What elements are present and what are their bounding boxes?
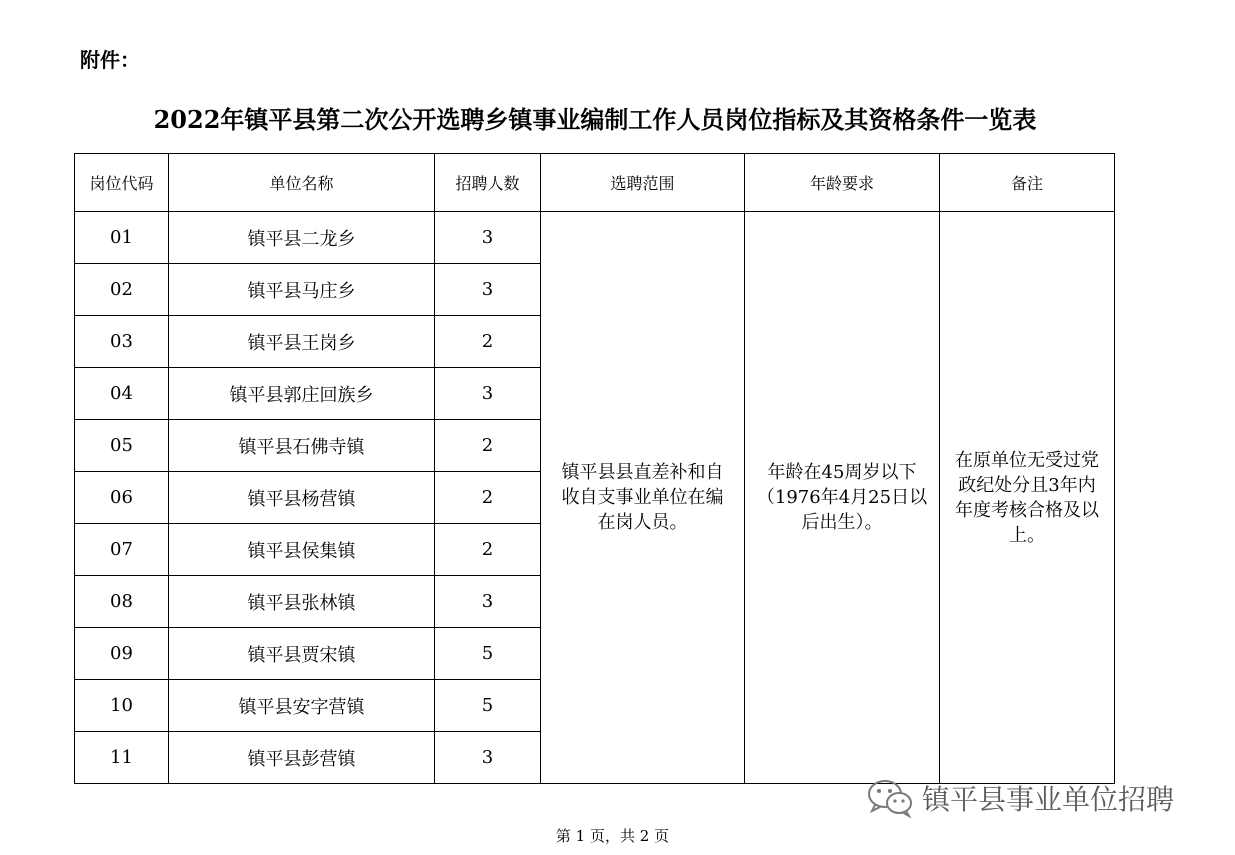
header-scope: 选聘范围 [541, 154, 745, 212]
document-title: 2022年镇平县第二次公开选聘乡镇事业编制工作人员岗位指标及其资格条件一览表 [153, 105, 1037, 134]
cell-count: 3 [435, 732, 541, 784]
cell-code: 06 [75, 472, 169, 524]
cell-count: 5 [435, 680, 541, 732]
cell-code: 11 [75, 732, 169, 784]
cell-unit: 镇平县马庄乡 [169, 264, 435, 316]
cell-count: 3 [435, 368, 541, 420]
cell-code: 10 [75, 680, 169, 732]
remark-line: 政纪处分且3年内 [958, 474, 1096, 496]
page-number: 第 1 页，共 2 页 [555, 827, 670, 845]
cell-count: 3 [435, 264, 541, 316]
remark-line: 年度考核合格及以 [955, 499, 1099, 521]
cell-code: 08 [75, 576, 169, 628]
remark-line: 在原单位无受过党 [955, 449, 1099, 471]
attachment-label: 附件： [80, 48, 140, 72]
scope-line: 收自支事业单位在编 [561, 487, 724, 508]
scope-line: 镇平县县直差补和自 [561, 462, 724, 483]
scope-line: 在岗人员。 [597, 512, 688, 533]
cell-count: 3 [435, 212, 541, 264]
cell-unit: 镇平县杨营镇 [169, 472, 435, 524]
cell-count: 2 [435, 316, 541, 368]
cell-unit: 镇平县侯集镇 [169, 524, 435, 576]
cell-unit: 镇平县贾宋镇 [169, 628, 435, 680]
wechat-icon [866, 778, 914, 818]
age-line: 后出生）。 [801, 512, 883, 533]
table-header-row [75, 154, 1115, 212]
cell-code: 04 [75, 368, 169, 420]
watermark [866, 778, 1174, 818]
age-line: （1976年4月25日以 [756, 487, 928, 508]
header-unit: 单位名称 [169, 154, 435, 212]
cell-code: 01 [75, 212, 169, 264]
cell-unit: 镇平县安字营镇 [169, 680, 435, 732]
cell-unit: 镇平县石佛寺镇 [169, 420, 435, 472]
cell-code: 05 [75, 420, 169, 472]
cell-count: 2 [435, 420, 541, 472]
watermark-text: 镇平县事业单位招聘 [922, 783, 1175, 816]
header-remark: 备注 [940, 154, 1115, 212]
cell-scope [541, 212, 745, 784]
header-code: 岗位代码 [75, 154, 169, 212]
cell-unit: 镇平县张林镇 [169, 576, 435, 628]
header-age: 年龄要求 [745, 154, 940, 212]
page-footer [0, 825, 1235, 846]
cell-unit: 镇平县郭庄回族乡 [169, 368, 435, 420]
age-line: 年龄在45周岁以下 [767, 462, 917, 483]
positions-table [74, 153, 1115, 784]
table-row [75, 212, 1115, 264]
cell-unit: 镇平县二龙乡 [169, 212, 435, 264]
cell-remark [940, 212, 1115, 784]
cell-count: 2 [435, 472, 541, 524]
cell-code: 02 [75, 264, 169, 316]
header-count: 招聘人数 [435, 154, 541, 212]
cell-count: 2 [435, 524, 541, 576]
cell-unit: 镇平县王岗乡 [169, 316, 435, 368]
cell-code: 07 [75, 524, 169, 576]
cell-unit: 镇平县彭营镇 [169, 732, 435, 784]
cell-count: 5 [435, 628, 541, 680]
cell-code: 03 [75, 316, 169, 368]
cell-age [745, 212, 940, 784]
cell-code: 09 [75, 628, 169, 680]
remark-line: 上。 [1009, 524, 1045, 546]
cell-count: 3 [435, 576, 541, 628]
